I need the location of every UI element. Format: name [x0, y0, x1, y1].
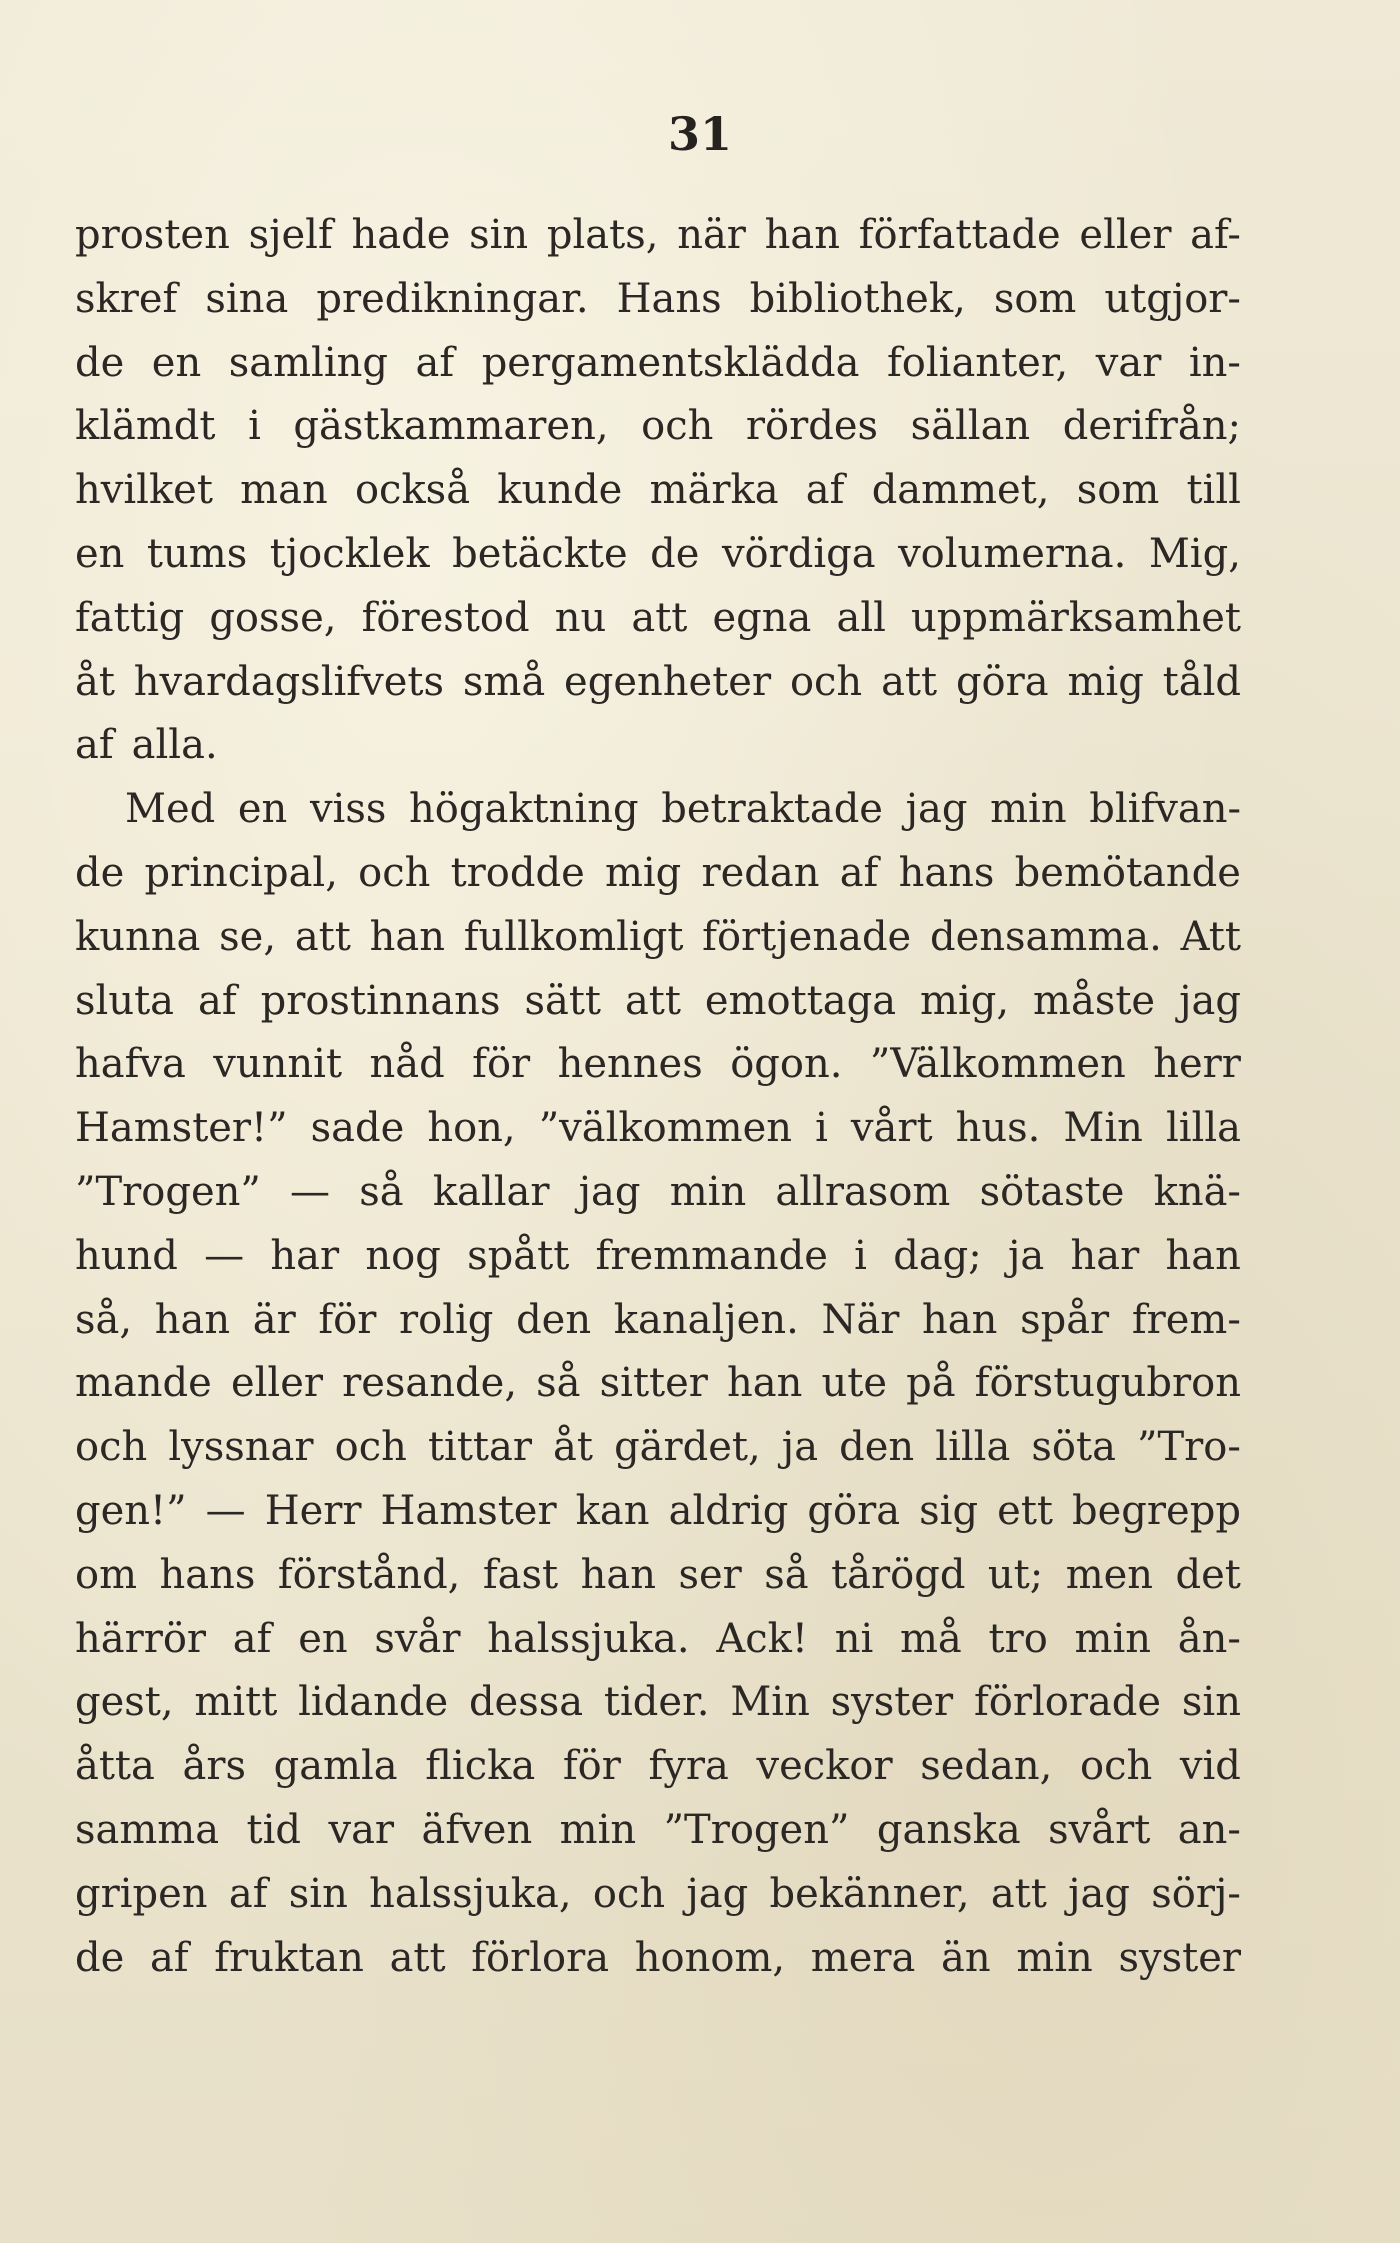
- text-line: samma tid var äfven min ”Trogen” ganska svårt an-: [75, 1806, 1241, 1853]
- text-line: och lyssnar och tittar åt gärdet, ja den lilla söta ”Tro-: [75, 1424, 1241, 1471]
- page-number: 31: [667, 107, 732, 161]
- text-line: en tums tjocklek betäckte de vördiga volumerna. Mig,: [75, 530, 1241, 577]
- text-line: så, han är för rolig den kanaljen. När han spår frem-: [75, 1296, 1241, 1343]
- text-line: hund — har nog spått fremmande i dag; ja har han: [75, 1232, 1241, 1279]
- text-line: de af fruktan att förlora honom, mera än min syster: [75, 1934, 1241, 1981]
- text-line: åtta års gamla flicka för fyra veckor sedan, och vid: [75, 1743, 1241, 1790]
- text-line: mande eller resande, så sitter han ute på förstugubron: [75, 1360, 1241, 1407]
- text-line: skref sina predikningar. Hans bibliothek, som utgjor-: [75, 275, 1241, 322]
- text-line: de principal, och trodde mig redan af hans bemötande: [75, 849, 1241, 896]
- text-line: klämdt i gästkammaren, och rördes sällan derifrån;: [75, 403, 1241, 450]
- text-line: åt hvardagslifvets små egenheter och att göra mig tåld: [75, 658, 1241, 705]
- text-line: de en samling af pergamentsklädda folianter, var in-: [75, 339, 1241, 386]
- text-line: hafva vunnit nåd för hennes ögon. ”Välkommen herr: [75, 1041, 1241, 1088]
- text-line: hvilket man också kunde märka af dammet, som till: [75, 467, 1241, 514]
- text-line: sluta af prostinnans sätt att emottaga mig, måste jag: [75, 977, 1241, 1024]
- text-line: härrör af en svår halssjuka. Ack! ni må tro min ån-: [75, 1615, 1241, 1662]
- text-line: fattig gosse, förestod nu att egna all uppmärksamhet: [75, 594, 1241, 641]
- text-line: kunna se, att han fullkomligt förtjenade densamma. Att: [75, 913, 1241, 960]
- body-text: [75, 204, 1241, 1990]
- text-line: Hamster!” sade hon, ”välkommen i vårt hus. Min lilla: [75, 1105, 1241, 1152]
- text-line: ”Trogen” — så kallar jag min allrasom sötaste knä-: [75, 1168, 1241, 1215]
- text-line: gripen af sin halssjuka, och jag bekänner, att jag sörj-: [75, 1870, 1241, 1917]
- paragraph-start-line: Med en viss högaktning betraktade jag min blifvan-: [125, 786, 1241, 833]
- text-line: om hans förstånd, fast han ser så tårögd ut; men det: [75, 1551, 1241, 1598]
- text-line: gen!” — Herr Hamster kan aldrig göra sig ett begrepp: [75, 1487, 1241, 1534]
- text-line: gest, mitt lidande dessa tider. Min syster förlorade sin: [75, 1679, 1241, 1726]
- text-line: prosten sjelf hade sin plats, när han författade eller af-: [75, 212, 1241, 258]
- paragraph-end-line: af alla.: [75, 722, 218, 769]
